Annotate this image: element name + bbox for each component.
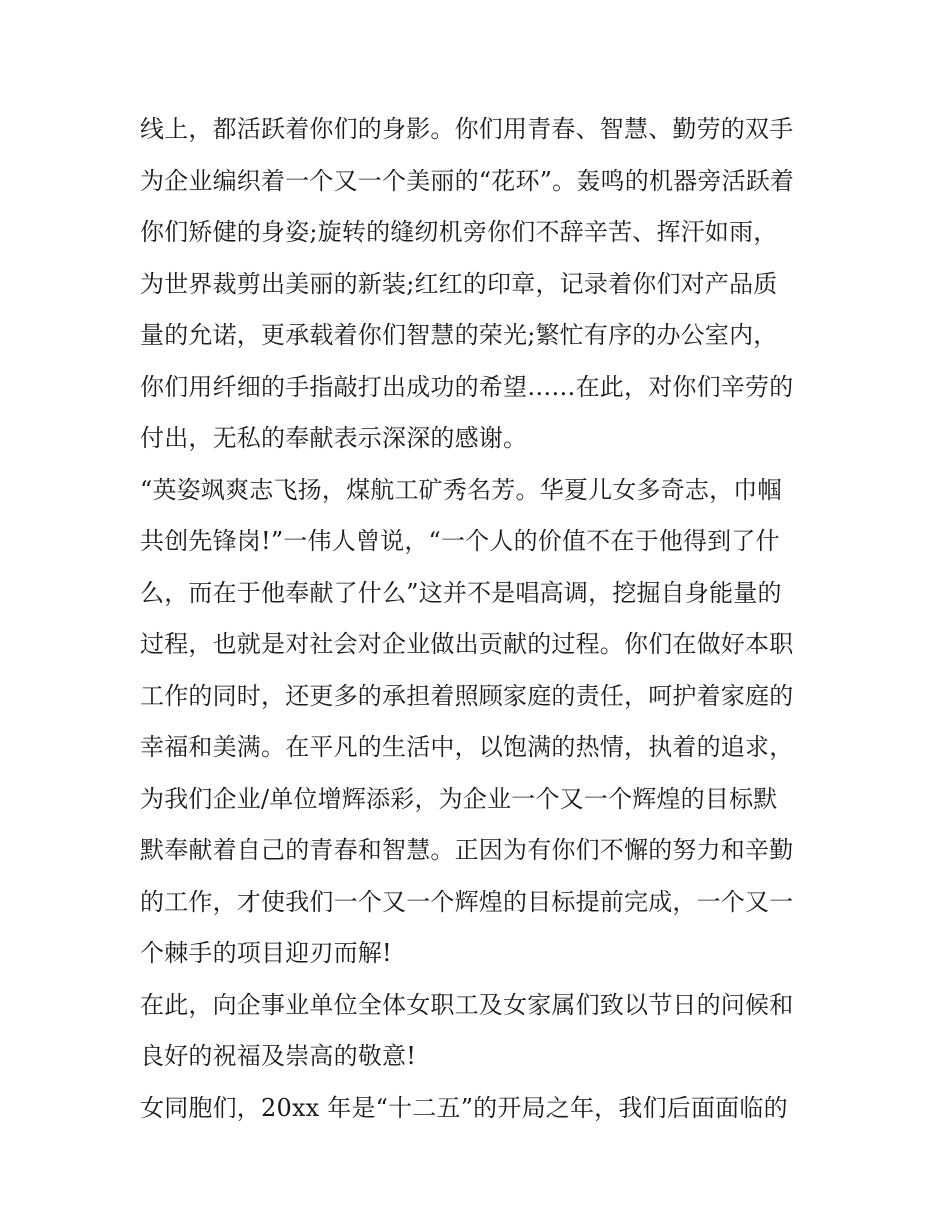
document-body — [140, 104, 820, 1134]
text-line: 默奉献着自己的青春和智慧。正因为有你们不懈的努力和辛勤 — [140, 836, 794, 864]
text-line: 线上，都活跃着你们的身影。你们用青春、智慧、勤劳的双手 — [140, 115, 794, 143]
text-line: 为世界裁剪出美丽的新装;红红的印章，记录着你们对产品质 — [140, 269, 778, 298]
text-line: 个棘手的项目迎刃而解! — [140, 939, 392, 967]
text-line: 量的允诺，更承载着你们智慧的荣光;繁忙有序的办公室内， — [140, 321, 778, 349]
text-line: “英姿飒爽志飞扬，煤航工矿秀名芳。华夏儿女多奇志，巾帼 — [140, 475, 782, 504]
text-line: 过程，也就是对社会对企业做出贡献的过程。你们在做好本职 — [140, 630, 794, 658]
text-line: 良好的祝福及崇高的敬意! — [140, 1042, 417, 1070]
text-line: 为我们企业/单位增辉添彩，为企业一个又一个辉煌的目标默 — [140, 784, 778, 813]
text-line: 工作的同时，还更多的承担着照顾家庭的责任，呵护着家庭的 — [140, 681, 794, 710]
text-line: 共创先锋岗!”一伟人曾说，“一个人的价值不在于他得到了什 — [140, 527, 780, 555]
text-line: 你们用纤细的手指敲打出成功的希望……在此，对你们辛劳的 — [140, 372, 794, 401]
text-line: 幸福和美满。在平凡的生活中，以饱满的热情，执着的追求， — [140, 733, 794, 761]
text-line: 你们矫健的身姿;旋转的缝纫机旁你们不辞辛苦、挥汗如雨， — [140, 218, 778, 246]
text-line: 在此，向企事业单位全体女职工及女家属们致以节日的问候和 — [140, 990, 794, 1019]
text-line: 的工作，才使我们一个又一个辉煌的目标提前完成，一个又一 — [140, 887, 794, 916]
text-line: 付出，无私的奉献表示深深的感谢。 — [140, 424, 528, 452]
text-line: 么，而在于他奉献了什么”这并不是唱高调，挖掘自身能量的 — [140, 578, 782, 607]
text-line: 女同胞们，20xx 年是“十二五”的开局之年，我们后面面临的 — [140, 1093, 788, 1122]
text-line: 为企业编织着一个又一个美丽的“花环”。轰鸣的机器旁活跃着 — [140, 166, 795, 195]
